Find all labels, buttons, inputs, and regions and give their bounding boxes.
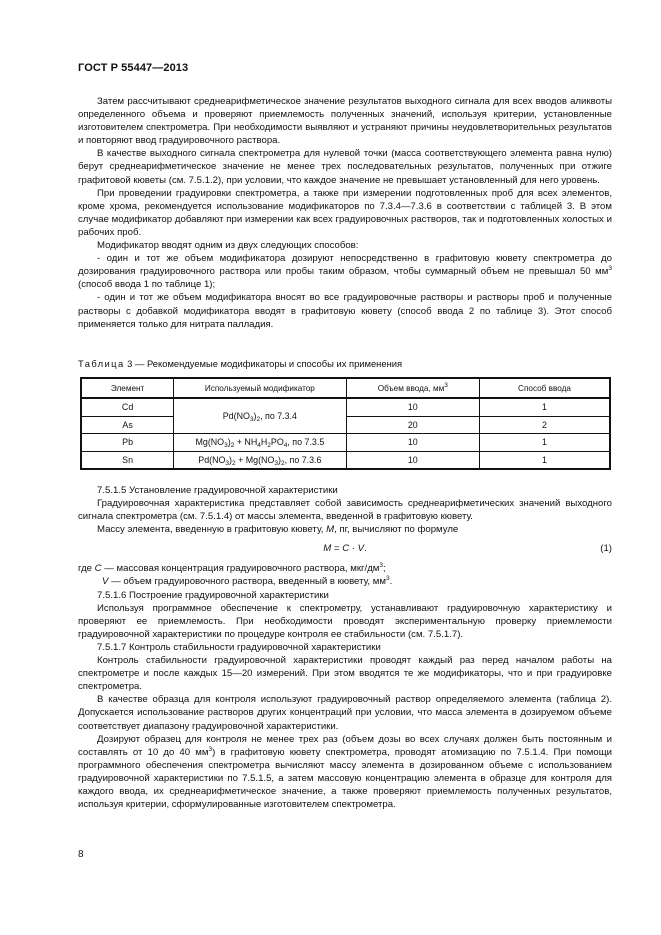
text-run: . <box>389 576 393 588</box>
text-run: , по 7.3.6 <box>284 454 322 465</box>
text-run: , по 7.3.5 <box>287 437 325 448</box>
page-number: 8 <box>78 849 84 860</box>
section-title: 7.5.1.7 Контроль стабильности градуировочной характеристики <box>97 641 381 653</box>
header-element: Элемент <box>81 378 174 398</box>
paragraph: Используя программное обеспечение к спектрометру, устанавливают градуировочную характеристику и проверяют ее приемлемость. При необходимости проводят экспериментальную проверку приемлемости градуировочной характеристики по процедуре контроля ее стабильности (см. 7.5.1.7). <box>78 602 612 640</box>
formula-var: M <box>323 543 332 555</box>
table-row <box>81 398 610 416</box>
where-line <box>78 562 612 575</box>
table-header-row <box>81 378 610 398</box>
cell-element: Cd <box>81 398 174 416</box>
text-run: ) <box>277 454 281 465</box>
subscript: 2 <box>256 416 261 423</box>
subscript: 2 <box>267 442 271 450</box>
paragraph: Затем рассчитывают среднеарифметическое значение результатов выходного сигнала для всех вводов аликвоты определенного объема и проверяют приемлемость полученных значений, используя критерии, установленные изготовителем спектрометра. При необходимости выявляют и устраняют причины неудовлетворительных результатов и повторяют ввод градуировочного раствора. <box>78 96 612 147</box>
text-run: Pd(NO <box>198 454 226 465</box>
section-title: 7.5.1.6 Построение градуировочной характеристики <box>97 589 329 601</box>
paragraph <box>78 252 612 291</box>
subscript: 3 <box>249 416 254 423</box>
subscript: 2 <box>232 459 236 467</box>
cell-element: Sn <box>81 451 174 469</box>
subscript: 4 <box>257 442 261 450</box>
paragraph <box>78 523 612 536</box>
cell-volume: 10 <box>346 398 479 416</box>
text-run: PO <box>270 437 284 448</box>
formula-var: V <box>357 543 365 555</box>
table-caption <box>78 358 402 369</box>
superscript: 3 <box>444 381 448 389</box>
paragraph: - один и тот же объем модификатора вносят во все градуировочные растворы и растворы проб и полученные растворы с добавкой модификатора вводят в графитовую кювету (способ ввода 2 по таблице 3). Этот способ применяется только для нитрата палладия. <box>78 292 612 330</box>
subscript: 2 <box>230 442 235 450</box>
formula-op: = <box>331 543 343 555</box>
text-run: ) <box>229 454 233 465</box>
text-run: + Mg(NO <box>235 454 275 465</box>
formula-row <box>78 536 612 562</box>
text-run: - один и тот же объем модификатора дозируют непосредственно в графитовую кювету спектрометра до дозирования градуировочного раствора или пробы таким образом, чтобы суммарный объем не превышал 50 мм <box>78 253 612 278</box>
subscript: 3 <box>274 459 278 467</box>
text-run: Mg(NO <box>195 437 225 448</box>
subscript: 3 <box>225 459 230 467</box>
paragraph: При проведении градуировки спектрометра, а также при измерении подготовленных проб для всех элементов, кроме хрома, рекомендуется использование модификаторов по 7.3.4—7.3.6 в соответствии с таблицей 3. В этом случае модификатор добавляют при измерении как всех градуировочных растворов, так и подготовленных холостых и рабочих проб. <box>78 187 612 238</box>
cell-modifier <box>174 398 346 434</box>
formula-var: C <box>342 543 350 555</box>
cell-method: 1 <box>480 398 610 416</box>
where-line <box>78 575 612 588</box>
table-caption-text: 3 — Рекомендуемые модификаторы и способы их применения <box>124 358 403 369</box>
document-header: ГОСТ Р 55447—2013 <box>78 62 189 74</box>
intro-text-block <box>78 95 612 331</box>
subscript: 4 <box>283 442 288 450</box>
superscript: 3 <box>608 265 612 273</box>
cell-method: 1 <box>480 451 610 469</box>
cell-modifier <box>174 434 346 452</box>
subscript: 3 <box>224 442 228 450</box>
paragraph <box>78 733 612 812</box>
text-run: Объем ввода, мм <box>377 383 445 393</box>
main-text-block <box>78 484 612 811</box>
superscript: 3 <box>379 562 384 570</box>
formula-number: (1) <box>600 543 612 555</box>
text-run: ) <box>227 437 231 448</box>
paragraph: В качестве выходного сигнала спектрометра для нулевой точки (масса соответствующего элемента равна нулю) берут среднеарифметическое значение не менее трех последовательных результатов, полученных при отжиге графитовой кюветы (см. 7.5.1.2), при условии, что каждое значение не превышает установленный для него уровень. <box>78 148 612 186</box>
variable: M <box>326 524 335 536</box>
formula-op: . <box>364 543 367 555</box>
text-run: Массу элемента, введенную в графитовую кювету, <box>97 524 327 536</box>
section-title: 7.5.1.5 Установление градуировочной характеристики <box>97 485 338 496</box>
table-row <box>81 451 610 469</box>
cell-modifier <box>174 451 346 469</box>
text-run: Pd(NO <box>222 411 250 421</box>
text-run: где <box>78 563 95 575</box>
text-run: H <box>260 437 268 448</box>
cell-volume: 20 <box>346 416 479 434</box>
paragraph: Градуировочная характеристика представляет собой зависимость среднеарифметических значений выходного сигнала спектрометра (см. 7.5.1.4) от массы элемента, введенной в графитовую кювету. <box>78 498 612 523</box>
header-volume <box>346 378 479 398</box>
variable: V <box>102 576 109 588</box>
text-run: Дозируют образец для контроля не менее трех раз (объем дозы во всех случаях должен быть постоянным и составлять от 10 до 40 мм <box>78 733 612 758</box>
paragraph: Модификатор вводят одним из двух следующих способов: <box>97 240 359 252</box>
superscript: 3 <box>208 745 213 753</box>
text-run: ; <box>383 563 386 575</box>
variable: C <box>94 563 102 575</box>
table-row <box>81 416 610 434</box>
cell-method: 2 <box>480 416 610 434</box>
table-row <box>81 434 610 452</box>
subscript: 2 <box>280 459 285 467</box>
modifiers-table <box>80 377 611 470</box>
text-run: , по 7.3.4 <box>260 411 297 421</box>
superscript: 3 <box>385 575 390 583</box>
text-run: , пг, вычисляют по формуле <box>334 524 459 536</box>
paragraph: Контроль стабильности градуировочной характеристики проводят каждый раз перед началом работы на спектрометре и после каждых 15—20 измерений. При этом вводятся те же модификаторы, что и при градуировке спектрометра. <box>78 655 612 693</box>
header-method: Способ ввода <box>480 378 610 398</box>
formula <box>78 542 612 555</box>
table-caption-label: Таблица <box>78 358 125 369</box>
cell-element: As <box>81 416 174 434</box>
text-run: — массовая концентрация градуировочного раствора, мкг/дм <box>101 563 380 575</box>
formula-op: · <box>349 543 358 555</box>
cell-volume: 10 <box>346 451 479 469</box>
text-run: + NH <box>234 437 258 448</box>
cell-method: 1 <box>480 434 610 452</box>
text-run: ) <box>253 411 257 421</box>
cell-element: Pb <box>81 434 174 452</box>
paragraph: В качестве образца для контроля используют градуировочный раствор определяемого элемента (таблица 2). Допускается использование растворов других концентраций при условии, что масса элемента в дозируемом объеме соответствует диапазону градуировочной характеристики. <box>78 694 612 732</box>
text-run: ) в графитовую кювету спектрометра, проводят атомизацию по 7.5.1.4. При помощи программного обеспечения спектрометра вычисляют массу элемента в дозированном объеме с использованием градуировочной характеристики по 7.5.1.5, а затем массовую концентрацию элемента в образце для контроля для каждого ввода, их среднеарифметическое значение, а также проверяют приемлемость полученных результатов, используя критерии, сформулированные изготовителем спектрометра. <box>78 746 612 811</box>
header-modifier: Используемый модификатор <box>174 378 346 398</box>
text-run: (способ ввода 1 по таблице 1); <box>78 279 216 291</box>
text-run: — объем градуировочного раствора, введенный в кювету, мм <box>108 576 386 588</box>
cell-volume: 10 <box>346 434 479 452</box>
